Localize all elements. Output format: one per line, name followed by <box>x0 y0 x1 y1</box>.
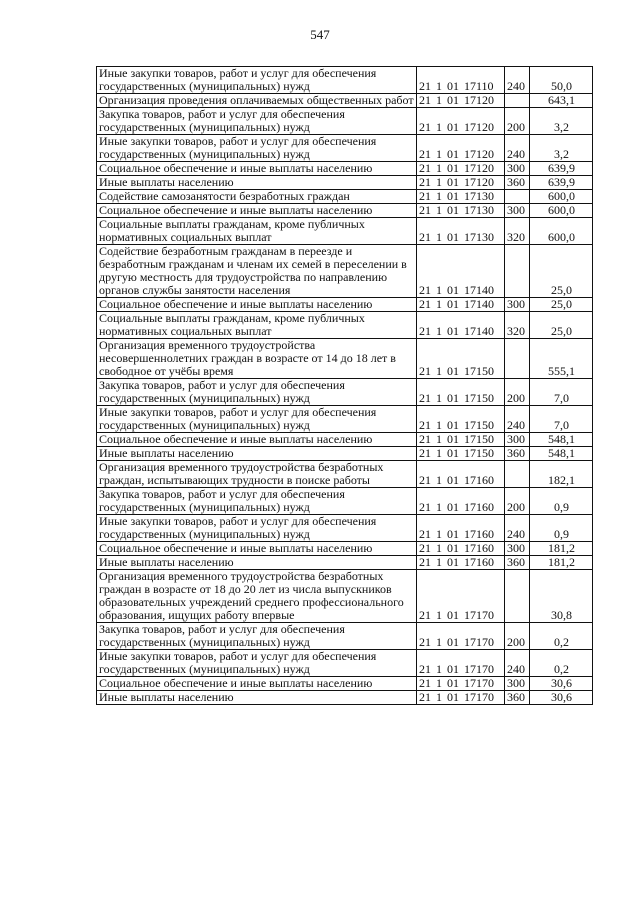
row-expense-type <box>505 461 530 488</box>
row-expense-type: 240 <box>505 650 530 677</box>
row-amount: 7,0 <box>530 406 593 433</box>
row-description: Иные выплаты населению <box>97 176 417 190</box>
table-row <box>97 488 593 515</box>
row-description: Иные выплаты населению <box>97 691 417 705</box>
row-expense-type <box>505 245 530 298</box>
row-amount: 548,1 <box>530 433 593 447</box>
row-expense-type: 360 <box>505 447 530 461</box>
row-target-code: 21 1 01 17150 <box>417 379 505 406</box>
row-target-code: 21 1 01 17120 <box>417 94 505 108</box>
row-description: Иные закупки товаров, работ и услуг для обеспечения государственных (муниципальных) нужд <box>97 515 417 542</box>
row-target-code: 21 1 01 17150 <box>417 339 505 379</box>
row-amount: 25,0 <box>530 312 593 339</box>
row-description: Закупка товаров, работ и услуг для обеспечения государственных (муниципальных) нужд <box>97 108 417 135</box>
row-target-code: 21 1 01 17170 <box>417 623 505 650</box>
row-target-code: 21 1 01 17160 <box>417 461 505 488</box>
row-amount: 25,0 <box>530 245 593 298</box>
row-description: Социальное обеспечение и иные выплаты населению <box>97 204 417 218</box>
row-expense-type: 300 <box>505 542 530 556</box>
table-row <box>97 650 593 677</box>
row-expense-type: 320 <box>505 218 530 245</box>
row-expense-type: 200 <box>505 108 530 135</box>
row-description: Социальное обеспечение и иные выплаты населению <box>97 433 417 447</box>
row-target-code: 21 1 01 17130 <box>417 204 505 218</box>
row-target-code: 21 1 01 17140 <box>417 298 505 312</box>
row-amount: 25,0 <box>530 298 593 312</box>
row-description: Иные закупки товаров, работ и услуг для обеспечения государственных (муниципальных) нужд <box>97 135 417 162</box>
row-description: Социальные выплаты гражданам, кроме публичных нормативных социальных выплат <box>97 218 417 245</box>
row-target-code: 21 1 01 17150 <box>417 433 505 447</box>
row-target-code: 21 1 01 17120 <box>417 135 505 162</box>
table-row <box>97 94 593 108</box>
row-target-code: 21 1 01 17160 <box>417 542 505 556</box>
table-row <box>97 570 593 623</box>
row-expense-type: 360 <box>505 556 530 570</box>
row-description: Организация проведения оплачиваемых общественных работ <box>97 94 417 108</box>
row-amount: 7,0 <box>530 379 593 406</box>
row-amount: 639,9 <box>530 162 593 176</box>
row-target-code: 21 1 01 17160 <box>417 488 505 515</box>
row-expense-type: 300 <box>505 162 530 176</box>
row-description: Иные выплаты населению <box>97 556 417 570</box>
row-expense-type: 240 <box>505 67 530 94</box>
row-description: Организация временного трудоустройства безработных граждан в возрасте от 18 до 20 лет из числа выпускников образовательных учреждений среднего профессионального образования, ищущих работу впервые <box>97 570 417 623</box>
row-target-code: 21 1 01 17110 <box>417 67 505 94</box>
row-amount: 600,0 <box>530 190 593 204</box>
row-description: Содействие самозанятости безработных граждан <box>97 190 417 204</box>
row-amount: 555,1 <box>530 339 593 379</box>
row-expense-type: 360 <box>505 691 530 705</box>
row-expense-type: 300 <box>505 298 530 312</box>
table-row <box>97 218 593 245</box>
row-expense-type <box>505 94 530 108</box>
table-row <box>97 108 593 135</box>
row-expense-type <box>505 339 530 379</box>
row-target-code: 21 1 01 17130 <box>417 190 505 204</box>
row-description: Закупка товаров, работ и услуг для обеспечения государственных (муниципальных) нужд <box>97 488 417 515</box>
table-row <box>97 623 593 650</box>
row-target-code: 21 1 01 17170 <box>417 677 505 691</box>
page-number: 547 <box>310 27 330 42</box>
row-target-code: 21 1 01 17120 <box>417 108 505 135</box>
row-description: Закупка товаров, работ и услуг для обеспечения государственных (муниципальных) нужд <box>97 623 417 650</box>
table-row <box>97 406 593 433</box>
row-target-code: 21 1 01 17120 <box>417 176 505 190</box>
row-expense-type: 200 <box>505 488 530 515</box>
row-amount: 548,1 <box>530 447 593 461</box>
row-target-code: 21 1 01 17140 <box>417 312 505 339</box>
table-row <box>97 433 593 447</box>
row-amount: 30,8 <box>530 570 593 623</box>
row-description: Социальные выплаты гражданам, кроме публичных нормативных социальных выплат <box>97 312 417 339</box>
row-expense-type: 240 <box>505 135 530 162</box>
row-amount: 0,2 <box>530 650 593 677</box>
row-target-code: 21 1 01 17120 <box>417 162 505 176</box>
row-amount: 30,6 <box>530 677 593 691</box>
row-expense-type: 240 <box>505 515 530 542</box>
table-body <box>97 67 593 705</box>
table-row <box>97 556 593 570</box>
row-expense-type: 320 <box>505 312 530 339</box>
row-expense-type <box>505 570 530 623</box>
row-description: Социальное обеспечение и иные выплаты населению <box>97 162 417 176</box>
row-amount: 0,9 <box>530 515 593 542</box>
table-row <box>97 379 593 406</box>
table-row <box>97 515 593 542</box>
row-amount: 181,2 <box>530 556 593 570</box>
row-description: Организация временного трудоустройства несовершеннолетних граждан в возрасте от 14 до 18 лет в свободное от учёбы время <box>97 339 417 379</box>
table-row <box>97 339 593 379</box>
row-target-code: 21 1 01 17160 <box>417 556 505 570</box>
row-expense-type: 300 <box>505 204 530 218</box>
row-amount: 643,1 <box>530 94 593 108</box>
row-description: Содействие безработным гражданам в переезде и безработным гражданам и членам их семей в переселении в другую местность для трудоустройства по направлению органов службы занятости населения <box>97 245 417 298</box>
row-expense-type: 200 <box>505 623 530 650</box>
row-amount: 3,2 <box>530 108 593 135</box>
row-description: Иные выплаты населению <box>97 447 417 461</box>
row-expense-type: 200 <box>505 379 530 406</box>
row-target-code: 21 1 01 17160 <box>417 515 505 542</box>
row-description: Закупка товаров, работ и услуг для обеспечения государственных (муниципальных) нужд <box>97 379 417 406</box>
row-expense-type: 240 <box>505 406 530 433</box>
row-description: Социальное обеспечение и иные выплаты населению <box>97 542 417 556</box>
row-description: Организация временного трудоустройства безработных граждан, испытывающих трудности в поиске работы <box>97 461 417 488</box>
row-amount: 50,0 <box>530 67 593 94</box>
row-expense-type: 300 <box>505 433 530 447</box>
table-row <box>97 162 593 176</box>
table-row <box>97 312 593 339</box>
row-description: Социальное обеспечение и иные выплаты населению <box>97 298 417 312</box>
table-row <box>97 135 593 162</box>
row-target-code: 21 1 01 17140 <box>417 245 505 298</box>
row-amount: 600,0 <box>530 204 593 218</box>
table-row <box>97 204 593 218</box>
row-description: Иные закупки товаров, работ и услуг для обеспечения государственных (муниципальных) нужд <box>97 406 417 433</box>
row-amount: 639,9 <box>530 176 593 190</box>
row-target-code: 21 1 01 17170 <box>417 570 505 623</box>
row-amount: 30,6 <box>530 691 593 705</box>
row-expense-type: 300 <box>505 677 530 691</box>
row-amount: 600,0 <box>530 218 593 245</box>
table-row <box>97 67 593 94</box>
row-target-code: 21 1 01 17130 <box>417 218 505 245</box>
row-target-code: 21 1 01 17150 <box>417 406 505 433</box>
row-description: Иные закупки товаров, работ и услуг для обеспечения государственных (муниципальных) нужд <box>97 67 417 94</box>
budget-table <box>96 66 593 705</box>
table-row <box>97 245 593 298</box>
row-target-code: 21 1 01 17150 <box>417 447 505 461</box>
table-row <box>97 447 593 461</box>
row-description: Социальное обеспечение и иные выплаты населению <box>97 677 417 691</box>
row-amount: 182,1 <box>530 461 593 488</box>
table-row <box>97 190 593 204</box>
table-row <box>97 691 593 705</box>
row-amount: 0,9 <box>530 488 593 515</box>
row-expense-type: 360 <box>505 176 530 190</box>
row-amount: 181,2 <box>530 542 593 556</box>
row-amount: 0,2 <box>530 623 593 650</box>
table-row <box>97 298 593 312</box>
table-row <box>97 677 593 691</box>
table-row <box>97 461 593 488</box>
row-expense-type <box>505 190 530 204</box>
row-target-code: 21 1 01 17170 <box>417 691 505 705</box>
row-description: Иные закупки товаров, работ и услуг для обеспечения государственных (муниципальных) нужд <box>97 650 417 677</box>
table-row <box>97 176 593 190</box>
row-amount: 3,2 <box>530 135 593 162</box>
table-row <box>97 542 593 556</box>
row-target-code: 21 1 01 17170 <box>417 650 505 677</box>
